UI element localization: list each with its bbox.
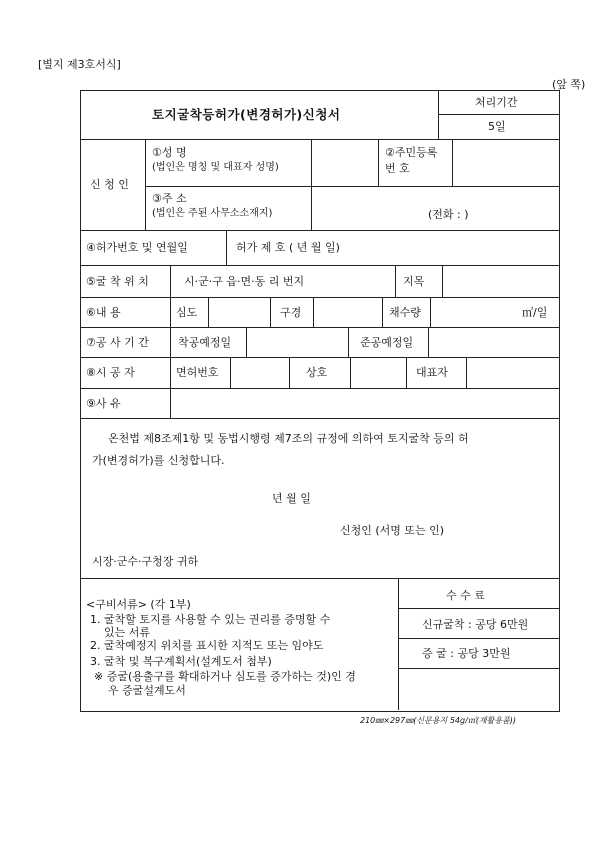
- start-date-label: 착공예정일: [178, 336, 232, 349]
- land-category-label: 지목: [403, 275, 425, 288]
- document-note-cont: 우 증굴설계도서: [108, 684, 186, 697]
- license-number-field[interactable]: [231, 358, 288, 387]
- representative-field[interactable]: [467, 358, 558, 387]
- applicant-label: 신 청 인: [90, 178, 129, 191]
- start-date-field[interactable]: [247, 328, 347, 356]
- rrn-label-2: 번 호: [385, 162, 410, 175]
- name-field[interactable]: [312, 140, 377, 185]
- contractor-label: ⑧시 공 자: [86, 366, 135, 379]
- declaration-text-2: 가(변경허가)를 신청합니다.: [92, 454, 225, 467]
- processing-period-label: 처리기간: [475, 96, 518, 109]
- permit-number-value[interactable]: 허가 제 호 ( 년 월 일): [236, 241, 340, 254]
- processing-period-value: 5일: [488, 120, 506, 133]
- name-note: (법인은 명칭 및 대표자 성명): [152, 162, 279, 173]
- name-label: ①성 명: [152, 146, 187, 159]
- representative-label: 대표자: [416, 366, 448, 379]
- permit-number-label: ④허가번호 및 연월일: [86, 241, 188, 254]
- company-name-field[interactable]: [351, 358, 405, 387]
- paper-spec: 210㎜×297㎜(신문용지 54g/㎡(재활용품)): [360, 716, 517, 725]
- depth-field[interactable]: [209, 298, 269, 326]
- phone-label: (전화 : ): [428, 208, 469, 221]
- diameter-field[interactable]: [314, 298, 381, 326]
- required-documents-header: <구비서류> (각 1부): [86, 598, 191, 611]
- location-value[interactable]: 시·군·구 읍·면·동 리 번지: [184, 275, 305, 288]
- land-category-field[interactable]: [443, 266, 558, 296]
- document-item-3: 3. 굴착 및 복구계획서(설계도서 첨부): [90, 655, 272, 668]
- document-item-1: 1. 굴착할 토지를 사용할 수 있는 권리를 증명할 수: [90, 613, 331, 626]
- addressee: 시장·군수·구청장 귀하: [92, 555, 199, 568]
- address-note: (법인은 주된 사무소소재지): [152, 208, 273, 219]
- applicant-signature[interactable]: 신청인 (서명 또는 인): [340, 524, 445, 537]
- rrn-field[interactable]: [453, 140, 558, 185]
- period-label: ⑦공 사 기 간: [86, 336, 149, 349]
- location-label: ⑤굴 착 위 치: [86, 275, 149, 288]
- declaration-text-1: 온천법 제8조제1항 및 동법시행령 제7조의 규정에 의하여 토지굴착 등의 허: [108, 432, 469, 445]
- intake-label: 채수량: [389, 306, 421, 319]
- document-note: ※ 증굴(용출구를 확대하거나 심도를 증가하는 것)인 경: [94, 670, 356, 683]
- depth-label: 심도: [176, 306, 198, 319]
- document-item-1-cont: 있는 서류: [104, 626, 151, 639]
- address-label: ③주 소: [152, 192, 187, 205]
- end-date-label: 준공예정일: [360, 336, 414, 349]
- form-title: 토지굴착등허가(변경허가)신청서: [152, 107, 341, 122]
- diameter-label: 구경: [280, 306, 302, 319]
- reason-label: ⑨사 유: [86, 397, 121, 410]
- intake-unit: ㎥/일: [522, 306, 548, 319]
- rrn-label: ②주민등록: [385, 146, 438, 159]
- fee-extra: 증 굴 : 공당 3만원: [422, 647, 511, 660]
- content-label: ⑥내 용: [86, 306, 121, 319]
- form-label: [별지 제3호서식]: [38, 58, 121, 71]
- application-date[interactable]: 년 월 일: [272, 492, 311, 505]
- intake-field[interactable]: [431, 298, 519, 326]
- company-name-label: 상호: [306, 366, 328, 379]
- license-number-label: 면허번호: [176, 366, 219, 379]
- document-item-2: 2. 굴착예정지 위치를 표시한 지적도 또는 임야도: [90, 639, 324, 652]
- page-side-label: (앞 쪽): [552, 78, 586, 91]
- fee-new: 신규굴착 : 공당 6만원: [422, 618, 529, 631]
- reason-field[interactable]: [171, 389, 558, 417]
- fees-header: 수 수 료: [446, 589, 485, 602]
- end-date-field[interactable]: [429, 328, 558, 356]
